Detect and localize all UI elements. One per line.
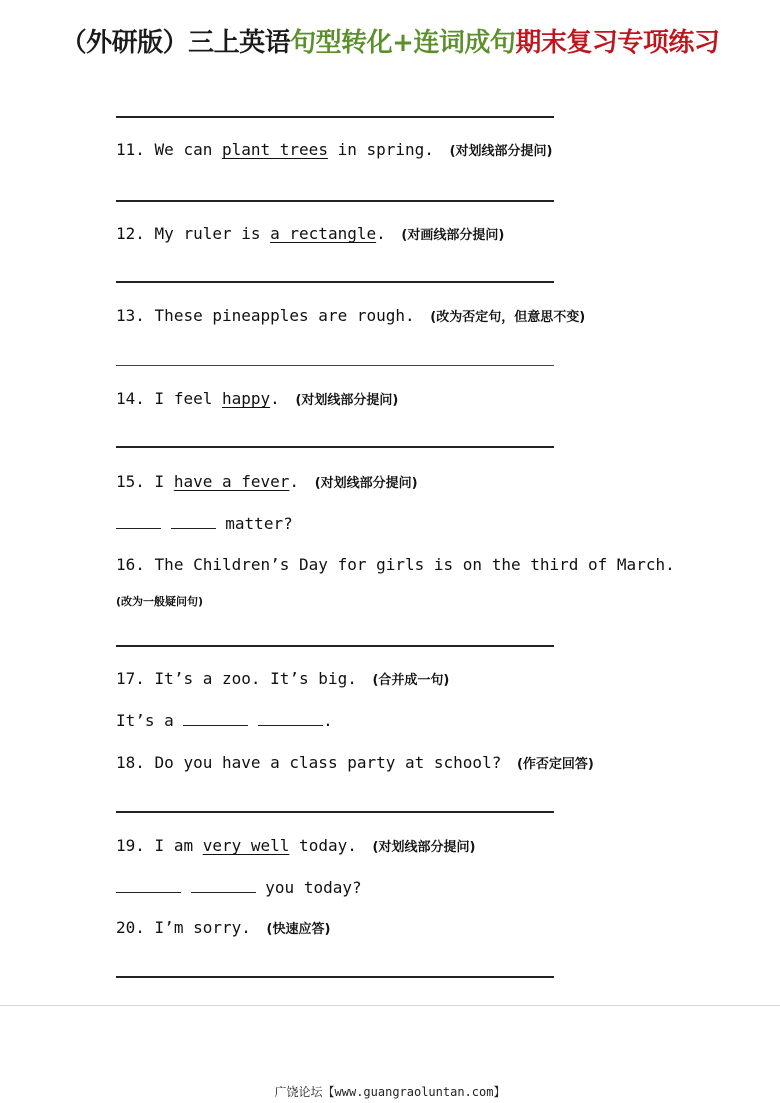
question-text: I feel xyxy=(154,389,222,408)
instruction-hint: (合并成一句) xyxy=(372,673,450,688)
title-part-2: 句型转化+连词成句 xyxy=(290,28,516,58)
question-text-end: . xyxy=(376,224,386,243)
question-16 xyxy=(116,555,675,574)
instruction-hint: (改为否定句，但意思不变) xyxy=(430,310,586,325)
question-number: 14. xyxy=(116,389,145,408)
question-text: I am xyxy=(154,836,203,855)
question-text: We can xyxy=(154,140,222,159)
underlined-phrase: have a fever xyxy=(173,472,290,491)
question-text-end: in spring. xyxy=(327,140,434,159)
title-part-3: 期末复习专项练习 xyxy=(515,28,720,58)
question-text: The Children’s Day for girls is on the third of March. xyxy=(154,555,675,574)
answer-row-17 xyxy=(116,711,333,730)
answer-row-15 xyxy=(116,514,293,533)
answer-line-10[interactable] xyxy=(116,116,554,118)
answer-blank[interactable] xyxy=(116,878,181,893)
question-text-end: . xyxy=(289,472,300,491)
answer-blank[interactable] xyxy=(171,514,216,529)
question-number: 16. xyxy=(116,555,145,574)
instruction-hint: (快速应答) xyxy=(266,922,331,937)
question-number: 20. xyxy=(116,918,145,937)
question-15 xyxy=(116,472,418,491)
question-text: Do you have a class party at school? xyxy=(154,753,502,772)
question-number: 11. xyxy=(116,140,145,159)
instruction-hint: (对划线部分提问) xyxy=(295,393,399,408)
answer-blank[interactable] xyxy=(183,711,248,726)
question-text: It’s a zoo. It’s big. xyxy=(154,669,357,688)
underlined-phrase: a rectangle xyxy=(270,224,377,243)
answer-blank[interactable] xyxy=(191,878,256,893)
question-text: I’m sorry. xyxy=(154,918,251,937)
footer-close: 】 xyxy=(493,1085,506,1099)
answer-end: . xyxy=(323,711,333,730)
instruction-hint: (对划线部分提问) xyxy=(449,144,553,159)
answer-row-19 xyxy=(116,878,362,897)
answer-line-20[interactable] xyxy=(116,976,554,978)
question-18 xyxy=(116,753,594,772)
answer-line-14[interactable] xyxy=(116,446,554,448)
question-14 xyxy=(116,389,398,408)
answer-suffix: you today? xyxy=(265,878,362,897)
underlined-phrase: very well xyxy=(202,836,290,855)
footer xyxy=(0,1083,780,1100)
answer-line-13[interactable] xyxy=(116,365,554,366)
instruction-hint: (作否定回答) xyxy=(516,757,594,772)
question-text-end: today. xyxy=(289,836,357,855)
answer-line-16[interactable] xyxy=(116,645,554,647)
question-text: My ruler is xyxy=(154,224,271,243)
question-text-end: . xyxy=(270,389,280,408)
title-part-1: （外研版）三上英语 xyxy=(60,28,291,58)
question-13 xyxy=(116,306,585,325)
answer-line-11[interactable] xyxy=(116,200,554,202)
footer-site-link[interactable]: www.guangraoluntan.com xyxy=(334,1085,494,1099)
answer-blank[interactable] xyxy=(258,711,323,726)
question-20 xyxy=(116,918,330,937)
instruction-hint: (对画线部分提问) xyxy=(401,228,505,243)
footer-label: 广饶论坛【 xyxy=(274,1085,335,1099)
question-text: These pineapples are rough. xyxy=(154,306,415,325)
question-number: 13. xyxy=(116,306,145,325)
underlined-phrase: happy xyxy=(221,389,271,408)
answer-blank[interactable] xyxy=(116,514,161,529)
question-17 xyxy=(116,669,449,688)
answer-suffix: matter? xyxy=(225,514,293,533)
question-19 xyxy=(116,836,475,855)
question-number: 17. xyxy=(116,669,145,688)
answer-line-12[interactable] xyxy=(116,281,554,283)
question-number: 15. xyxy=(116,472,145,491)
instruction-hint: (改为一般疑问句) xyxy=(116,595,204,608)
question-12 xyxy=(116,224,504,243)
answer-line-18[interactable] xyxy=(116,811,554,813)
question-number: 12. xyxy=(116,224,145,243)
question-number: 19. xyxy=(116,836,145,855)
instruction-hint: (对划线部分提问) xyxy=(314,476,418,491)
question-number: 18. xyxy=(116,753,145,772)
answer-prefix: It’s a xyxy=(116,711,174,730)
footer-divider xyxy=(0,1005,780,1006)
underlined-phrase: plant trees xyxy=(221,140,328,159)
instruction-hint: (对划线部分提问) xyxy=(372,840,476,855)
question-11 xyxy=(116,140,552,159)
question-text: I xyxy=(154,472,174,491)
